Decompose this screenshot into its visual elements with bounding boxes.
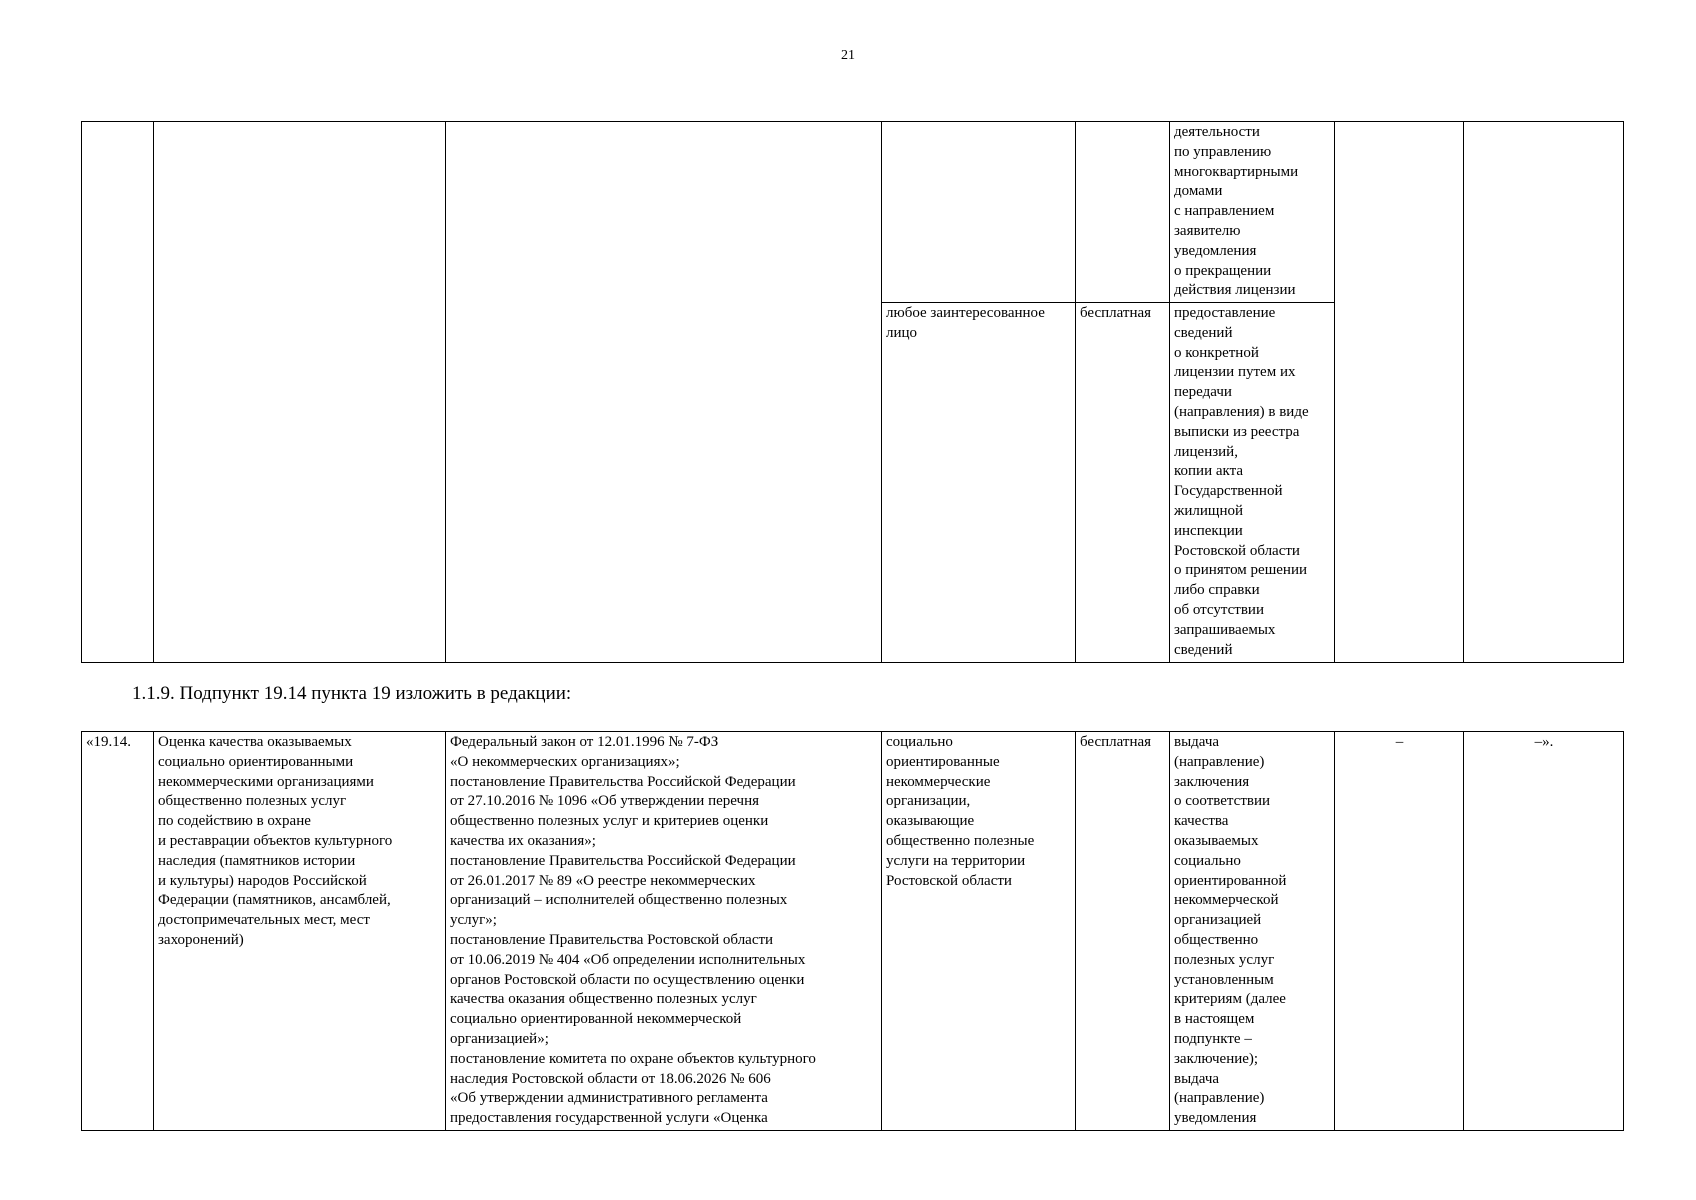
table-row [82,122,1624,303]
cell-legal-basis: Федеральный закон от 12.01.1996 № 7-ФЗ «О некоммерческих организациях»; постановление Правительства Российской Федерации от 27.10.2016 № 1096 «Об утверждении перечня общественно полезных услуг и критериев оценки качества их оказания»; постановление Правительства Российской Федерации от 26.01.2017 № 89 «О реестре некоммерческих организаций – исполнителей общественно полезных услуг»; постановление Правительства Ростовской области от 10.06.2019 № 404 «Об определении исполнительных органов Ростовской области по осуществлению оценки качества оказания общественно полезных услуг социально ориентированной некоммерческой организацией»; постановление комитета по охране объектов культурного наследия Ростовской области от 18.06.2026 № 606 «Об утверждении административного регламента предоставления государственной услуги «Оценка [446,732,882,1131]
cell-service-name [154,122,446,663]
cell-result: предоставление сведений о конкретной лицензии путем их передачи (направления) в виде выписки из реестра лицензий, копии акта Государственной жилищной инспекции Ростовской области о принятом решении либо справки об отсутствии запрашиваемых сведений [1170,303,1335,663]
section-heading: 1.1.9. Подпункт 19.14 пункта 19 изложить в редакции: [132,683,572,704]
cell-column-8 [1335,122,1464,663]
service-19-14-table [81,731,1624,1131]
page-number: 21 [841,48,855,63]
table-row [82,732,1624,1131]
continued-services-table [81,121,1624,663]
cell-number [82,122,154,663]
cell-result: деятельности по управлению многоквартирными домами с направлением заявителю уведомления о прекращении действия лицензии [1170,122,1335,303]
cell-column-9 [1464,122,1624,663]
cell-number: «19.14. [82,732,154,1131]
cell-payment [1076,122,1170,303]
cell-payment: бесплатная [1076,732,1170,1131]
cell-result: выдача (направление) заключения о соответствии качества оказываемых социально ориентированной некоммерческой организацией общественно полезных услуг установленным критериям (далее в настоящем подпункте – заключение); выдача (направление) уведомления [1170,732,1335,1131]
cell-recipients [882,122,1076,303]
cell-column-8: – [1335,732,1464,1131]
cell-payment: бесплатная [1076,303,1170,663]
cell-column-9: –». [1464,732,1624,1131]
cell-recipients: социально ориентированные некоммерческие организации, оказывающие общественно полезные услуги на территории Ростовской области [882,732,1076,1131]
cell-legal-basis [446,122,882,663]
cell-service-name: Оценка качества оказываемых социально ориентированными некоммерческими организациями общественно полезных услуг по содействию в охране и реставрации объектов культурного наследия (памятников истории и культуры) народов Российской Федерации (памятников, ансамблей, достопримечательных мест, мест захоронений) [154,732,446,1131]
cell-recipients: любое заинтересованное лицо [882,303,1076,663]
